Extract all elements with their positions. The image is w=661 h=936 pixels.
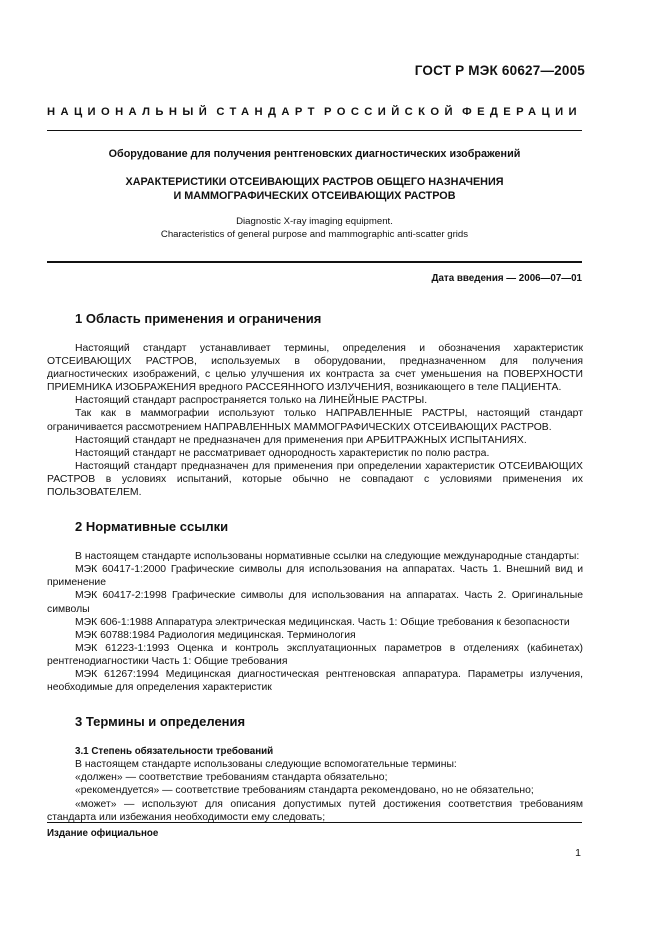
page-number: 1 [575,847,581,859]
section-3-paragraph: В настоящем стандарте использованы следующие вспомогательные термины: [75,759,457,771]
section-3-paragraph: «должен» — соответствие требованиям стандарта обязательно; [75,772,388,784]
footer-divider [47,822,582,823]
section-3-paragraph: «рекомендуется» — соответствие требованиям стандарта рекомендовано, но не обязательно; [75,785,534,797]
section-1-paragraph: Настоящий стандарт распространяется только на ЛИНЕЙНЫЕ РАСТРЫ. [75,395,428,407]
title-line: ХАРАКТЕРИСТИКИ ОТСЕИВАЮЩИХ РАСТРОВ ОБЩЕГО НАЗНАЧЕНИЯ [125,176,504,188]
section-2-heading: 2 Нормативные ссылки [75,519,229,535]
normative-reference: МЭК 60417-1:2000 Графические символы для использования на аппаратах. Часть 1. Внешний вид и применение [47,564,583,589]
section-3-paragraph: «может» — используют для описания допустимых путей достижения соответствия требованиям стандарта или избежания необходимости ему следовать; [47,798,583,823]
equipment-title: Оборудование для получения рентгеновских диагностических изображений [108,148,521,160]
section-1-paragraph: Настоящий стандарт не предназначен для применения при АРБИТРАЖНЫХ ИСПЫТАНИЯХ. [75,434,527,446]
banner-word: СТАНДАРТ [216,106,320,118]
section-1-paragraph: Настоящий стандарт не рассматривает однородность характеристик по полю растра. [75,447,490,459]
english-title-line: Characteristics of general purpose and mammographic anti-scatter grids [160,229,469,240]
national-standard-banner [47,106,582,118]
title-line: И МАММОГРАФИЧЕСКИХ ОТСЕИВАЮЩИХ РАСТРОВ [173,190,456,202]
section-1-paragraph: Настоящий стандарт устанавливает термины, определения и обозначения характеристик ОТСЕИВАЮЩИХ РАСТРОВ, используемых в оборудовании, предназначенном для получения диагностических изображений, с целью улучшения их контраста за счет уменьшения на ПОВЕРХНОСТИ ПРИЕМНИКА ИЗОБРАЖЕНИЯ вредного РАССЕЯННОГО ИЗЛУЧЕНИЯ, возникающего в теле ПАЦИЕНТА. [47,343,583,394]
normative-reference: МЭК 60788:1984 Радиология медицинская. Терминология [75,629,356,641]
normative-reference: МЭК 606-1:1988 Аппаратура электрическая медицинская. Часть 1: Общие требования к безопасности [75,616,570,628]
english-title [47,215,582,241]
normative-reference: МЭК 60417-2:1998 Графические символы для использования на аппаратах. Часть 2. Оригинальные символы [47,590,583,615]
banner-word: НАЦИОНАЛЬНЫЙ [47,106,213,118]
section-1-heading: 1 Область применения и ограничения [75,311,322,326]
section-1-paragraph: Так как в маммографии используют только НАПРАВЛЕННЫЕ РАСТРЫ, настоящий стандарт ограничивается рассмотрением НАПРАВЛЕННЫХ МАММОГРАФИЧЕСКИХ ОТСЕИВАЮЩИХ РАСТРОВ. [47,408,583,433]
normative-reference: МЭК 61223-1:1993 Оценка и контроль эксплуатационных параметров в отделениях (кабинетах) рентгенодиагностики Часть 1: Общие требования [47,642,583,667]
banner-word: ФЕДЕРАЦИИ [462,106,582,118]
effective-date: Дата введения — 2006—07—01 [431,273,582,284]
section-1-paragraph: Настоящий стандарт предназначен для применения при определении характеристик ОТСЕИВАЮЩИХ РАСТРОВ в условиях испытаний, которые обычно не совпадают с условиями применения их ПОЛЬЗОВАТЕЛЕМ. [47,460,583,499]
standard-code: ГОСТ Р МЭК 60627—2005 [414,63,585,78]
document-title [47,175,582,203]
subsection-3-1-heading: 3.1 Степень обязательности требований [75,746,274,758]
title-divider [47,261,582,263]
banner-word: РОССИЙСКОЙ [324,106,458,118]
official-edition-note: Издание официальное [47,828,159,839]
document-body [47,305,583,824]
normative-reference: МЭК 61267:1994 Медицинская диагностическая рентгеновская аппаратура. Параметры излучения, необходимые для определения характеристик [47,668,583,694]
english-title-line: Diagnostic X-ray imaging equipment. [236,216,393,227]
section-3-heading: 3 Термины и определения [75,714,246,730]
header-divider [47,130,582,131]
section-2-paragraph: В настоящем стандарте использованы нормативные ссылки на следующие международные стандарты: [75,551,580,563]
